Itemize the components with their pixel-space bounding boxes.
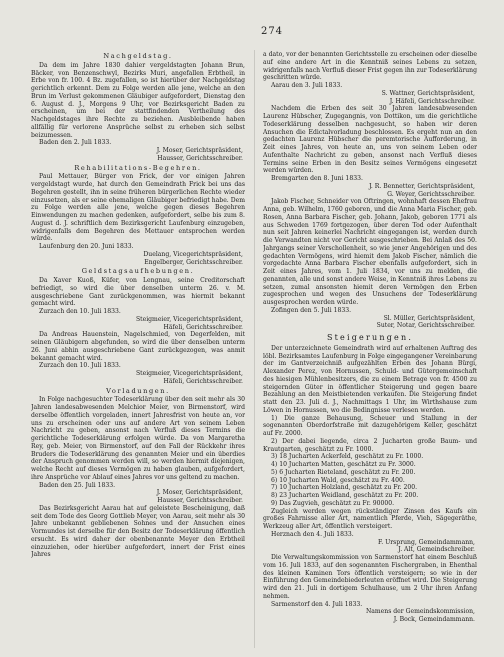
- notice-steigerungen: [263, 334, 477, 624]
- notice-signature: J. Alt, Gemeindschreiber.: [398, 546, 475, 554]
- notice-signature: F. Ursprung, Gemeindammann,: [377, 538, 475, 546]
- notice-signature: Hausser, Gerichtsschreiber.: [157, 497, 243, 504]
- notice-signature: Suter, Notar, Gerichtsschreiber.: [376, 322, 475, 330]
- heading-geldstag: Geldstagsaufhebungen.: [81, 267, 195, 276]
- notice-place-date: Zofingen den 5. Juli 1833.: [271, 306, 352, 314]
- notice-place-date: Aarau den 3. Juli 1833.: [271, 82, 343, 89]
- notice-signature: Duelang, Vicegerichtspräsident,: [143, 250, 243, 258]
- notice-body: Die Verwaltungskommission von Sarmenstorf hat einem Beschluß vom 16. Juli 1833, auf den sogenannten Fischergraben, in Ehenthal des kleinen Kaminen Tors öffentlich versteigern; so wie in der Einführung den Gemeindebiederleuten eröffnet wird. Die Steigerung wird den 21. Juli in dortigem Schulhause, um 2 Uhr ihren Anfang nehmen.: [263, 554, 477, 600]
- notice-place-date: Sarmenstorf den 4. Juli 1833.: [271, 600, 363, 608]
- notice-place-date: Zurzach den 10. Juli 1833.: [39, 362, 121, 370]
- notice-signature: Häfeli, Gerichtsschreiber.: [163, 323, 243, 331]
- notice-signature: Namens der Gemeindskommission,: [365, 608, 475, 616]
- notice-signature: J. Häfeli, Gerichtsschreiber.: [389, 97, 475, 105]
- heading-steigerungen: Steigerungen.: [326, 333, 414, 342]
- notice-continuation: [263, 51, 477, 105]
- notice-body: Da Andreas Hauenstein, Nagelschmied, von Degerfelden, mit seinen Gläubigern abgefunden, so wird die über denselben unterm 26. Juni abhin ausgeschriebene Gant zurückgezogen, was anmit bekannt gemacht wird.: [31, 331, 245, 362]
- notice-vorladungen: [31, 388, 245, 560]
- list-item: 8) 23 Jucharten Weidland, geschätzt zu Fr. 200.: [271, 492, 419, 499]
- column-divider: [254, 50, 255, 648]
- notice-body: Da Xaver Kuoß, Küfer, von Lengnau, seine Creditorschaft befriedigt, so wird die über denselben unterm 26. v. M. ausgeschriebene Gant zurückgenommen, was hiermit bekannt gemacht wird.: [31, 277, 245, 308]
- list-item: 5) 6 Jucharten Rieteland, geschätzt zu Fr. 200.: [271, 468, 416, 476]
- notice-body: a dato, vor der benannten Gerichtsstelle zu erscheinen oder dieselbe auf eine andere Art in die Kenntniß seines Lebens zu setzen, widrigenfalls nach Verfluß dieser Frist gegen ihn zur Todeserklärung geschritten würde.: [263, 51, 477, 82]
- notice-place-date: Zurzach den 10. Juli 1833.: [39, 308, 121, 315]
- heading-rehabilitation: Rehabilitations-Begehren.: [74, 163, 202, 172]
- notice-signature: Engelberger, Gerichtsschreiber.: [144, 258, 243, 266]
- notice-place-date: Baden den 25. Juli 1833.: [39, 481, 116, 489]
- notice-signature: J. Moser, Gerichtspräsident,: [156, 489, 243, 497]
- notice-place-date: Bremgarten den 8. Juni 1833.: [271, 175, 363, 182]
- notice-place-date: Herznach den 4. Juli 1833.: [271, 530, 354, 538]
- notice-body: Zugleich werden wegen rückständiger Zinsen des Kaufs ein großes Fahrnisse aller Art, namentlich Pferde, Vieh, Sägegeräthe, Werkzeug aller Art, öffentlich versteigert.: [263, 507, 477, 530]
- left-column: [31, 51, 245, 649]
- notice-nachgeldstag: [31, 53, 245, 163]
- list-item: 7) 10 Jucharten Holzland, geschätzt zu Fr. 200.: [271, 484, 418, 492]
- notice-body: Paul Mettauer, Bürger von Frick, der vor einigen Jahren vergeldstagt wurde, hat durch den Gemeindrath Frick bei uns das Begehren gestellt, ihn in seine früheren bürgerlichen Rechte wieder einzusetzen, als er seine ehemaligen Gläubiger befriedigt habe. Dem zu Folge werden alle jene, welche gegen dieses Begehren Einwendungen zu machen gedenken, aufgefordert, selbe bis zum 8. August d. J. schriftlich dem Bezirksgericht Laufenburg einzugeben, widrigenfalls dem Begehren des Mettauer entsprochen werden würde.: [31, 173, 245, 243]
- list-item: 3) 18 Jucharten Ackerfeld, geschätzt zu Fr. 1000.: [271, 453, 424, 461]
- notice-signature: Häfeli, Gerichtsschreiber.: [163, 377, 243, 385]
- list-item: 6) 10 Jucharten Wald, geschätzt zu Fr. 400.: [271, 476, 405, 484]
- notice-body: Das Bezirksgericht Aarau hat auf geleistete Bescheinigung, daß seit dem Tode des Georg Gottlieb Meyer, von Aarau, seit mehr als 30 Jahre unbekannt gebliebenen Sohnes und der Ansuchen eines Vormundes ist derselbe für den Besitz der Todeserklärung öffentlich ersucht. Es wird daher der obenbenannte Meyer den Erbtheil einzuziehen, oder hierüber aufgefordert, innert der Frist eines Jahres: [31, 504, 245, 559]
- notice-rehabilitation: [31, 165, 245, 267]
- list-item: 9) Das Zugvieh, geschätzt zu Fr. 90000.: [271, 499, 395, 507]
- list-item: 2) Der dabei liegende, circa 2 Jucharten große Baum- und Krautgarten, geschätzt zu Fr. 1000.: [263, 437, 477, 453]
- notice-signature: J. R. Bennetter, Gerichtspräsident,: [368, 182, 475, 190]
- notice-body: Jakob Fischer, Schneider von Oftringen, wohnhaft dessen Ehefrau Anna, geb. Wilhelm, 1760 geboren, und die Anna Maria Fischer, geb. Rosen, Anna Barbara Fischer, geb. Johann, Jakob, geboren 1771 als aus Schweden 1769 fortgezogen, über deren Tod oder Aufenthalt nun seit Jahren keinerlei Nachricht eingegangen ist, werden durch die Verwandten nicht vor Gericht ausgeschrieben. Bei Anlaß des 50. Jahrgangs seiner Verschollenheit, so wie jener Angehörigen und des gedachten Vermögens, wird hiemit dem Jakob Fischer, nämlich die vorgedachte Anna Barbara Fischer ebenfalls aufgefordert, sich in Zeit eines Jahres, vom 1. Juli 1834, vor uns zu melden, die genannten, alle und sonst andere Weise, in Kenntniß ihres Lebens zu setzen, zumal ansonsten hiemit deren Vermögen den Erben zugesprochen und wegen des Unsuchens der Todeserklärung ausgesprochen werden würde.: [263, 198, 477, 306]
- list-item: 4) 10 Jucharten Matten, geschätzt zu Fr. 3000.: [271, 461, 416, 468]
- notice-place-date: Baden den 2. Juli 1833.: [39, 139, 112, 147]
- notice-signature: Steigmeier, Vicegerichtspräsident,: [135, 315, 243, 323]
- notice-fischer: [263, 198, 477, 330]
- notice-signature: Hausser, Gerichtsschreiber.: [157, 154, 243, 162]
- notice-signature: J. Bock, Gemeindammann.: [393, 616, 475, 623]
- notice-signature: J. Moser, Gerichtspräsident,: [156, 147, 243, 154]
- notice-signature: G. Weyer, Gerichtsschreiber.: [387, 190, 475, 198]
- heading-nachgeldstag: Nachgeldstag.: [103, 52, 173, 60]
- notice-signature: Sl. Müller, Gerichtspräsident,: [383, 314, 475, 322]
- notice-place-date: Laufenburg den 20. Juni 1833.: [39, 243, 134, 250]
- notice-body: Da dem im Jahre 1830 dahier vergeldstagten Johann Brun, Bäcker, von Benzenschwyl, Bezirks Muri, angefallen Erbtheil, in Erbe von fr. 100. 4 Bz. zugefallen, so ist hierüber der Nachgeldstag gerichtlich erkennt. Dem zu Folge werden alle jene, welche an den Brun im Verlust gekommenen Gläubiger aufgefordert, Dienstag den 6. August d. J., Morgens 9 Uhr, vor Bezirksgericht Baden zu erscheinen, um bei der stattfindenden Vertheilung des Nachgeldstages ihre Rechte zu beziehen. Ausbleibende haben allfällig für verlorene Ansprüche selbst zu erheben sich selbst beizumessen.: [31, 61, 245, 139]
- list-item: 1) Die ganze Behausung, Scheuer und Stallung in der sogenannten Oberdorfstraße mit dazugehörigem Keller, geschätzt auf Fr. 2000.: [263, 414, 477, 437]
- notice-geldstag: [31, 268, 245, 385]
- notice-body: Nachdem die Erben des seit 30 Jahren landesabwesenden Laurenz Hübscher, Zugegangnis, von Dottikon, um die gerichtliche Todeserklärung desselben nachgesucht, so haben wir deren Ansuchen die Edictalvorladung beschlossen. Es ergeht nun an den gedachten Laurenz Hübscher die peremtorische Aufforderung, in Zeit eines Jahres, von heute an, uns von seinem Leben oder Aufenthalte Nachricht zu geben, ansonst nach Verfluß dieses Termins seine Erben in den Besitz seines Vermögens eingesetzt werden würden.: [263, 105, 477, 175]
- page-number: 274: [260, 26, 284, 37]
- notice-huebscher: [263, 105, 477, 198]
- notice-body: Der unterzeichnete Gemeindrath wird auf erhaltenen Auftrag des löbl. Bezirksamtes Laufenburg in Folge eingegangener Vereinbarung der im Gantverzeichniß aufgezählten Erben des Johann Bürgi, Alexander Perez, von Hornussen, Schuld- und Gütergemeinschaft des hiesigen Mühlenbesitzers, die zu einem Betrage von fr. 4500 zu steigernden Güter in öffentlicher Steigerung und gegen baare Bezahlung an den Meistbietenden verkaufen. Die Steigerung findet statt den 23. Juli d. J., Nachmittags 1 Uhr, im Wirthshause zum Löwen in Hornussen, wo die Bedingnisse verlesen werden.: [263, 344, 477, 414]
- notice-signature: S. Wattner, Gerichtspräsident,: [381, 89, 475, 97]
- right-column: [263, 51, 477, 649]
- notice-body: In Folge nachgesuchter Todeserklärung über den seit mehr als 30 Jahren landesabwesenden Melchior Meier, von Birmenstorf, wird derselbe öffentlich vorgeladen, innert Jahresfrist von heute an, vor uns zu erscheinen oder uns auf andere Art von seinem Leben Nachricht zu geben, ansonst nach Verfluß dieses Termins die gerichtliche Todeserklärung erfolgen würde. Da von Margaretha Rey, geb. Meier, von Birmenstorf, auf den Fall der Rückkehr ihres Bruders die Todeserklärung des genannten Meier und ein überdies der Anspruch genommen werden will, so werden hiermit diejenigen, welche Recht auf dieses Vermögen zu haben glauben, aufgefordert, ihre Ansprüche vor Ablauf eines Jahres vor uns geltend zu machen.: [31, 396, 245, 481]
- notice-signature: Steigmeier, Vicegerichtspräsident,: [135, 370, 243, 377]
- heading-vorladungen: Vorladungen.: [106, 386, 170, 395]
